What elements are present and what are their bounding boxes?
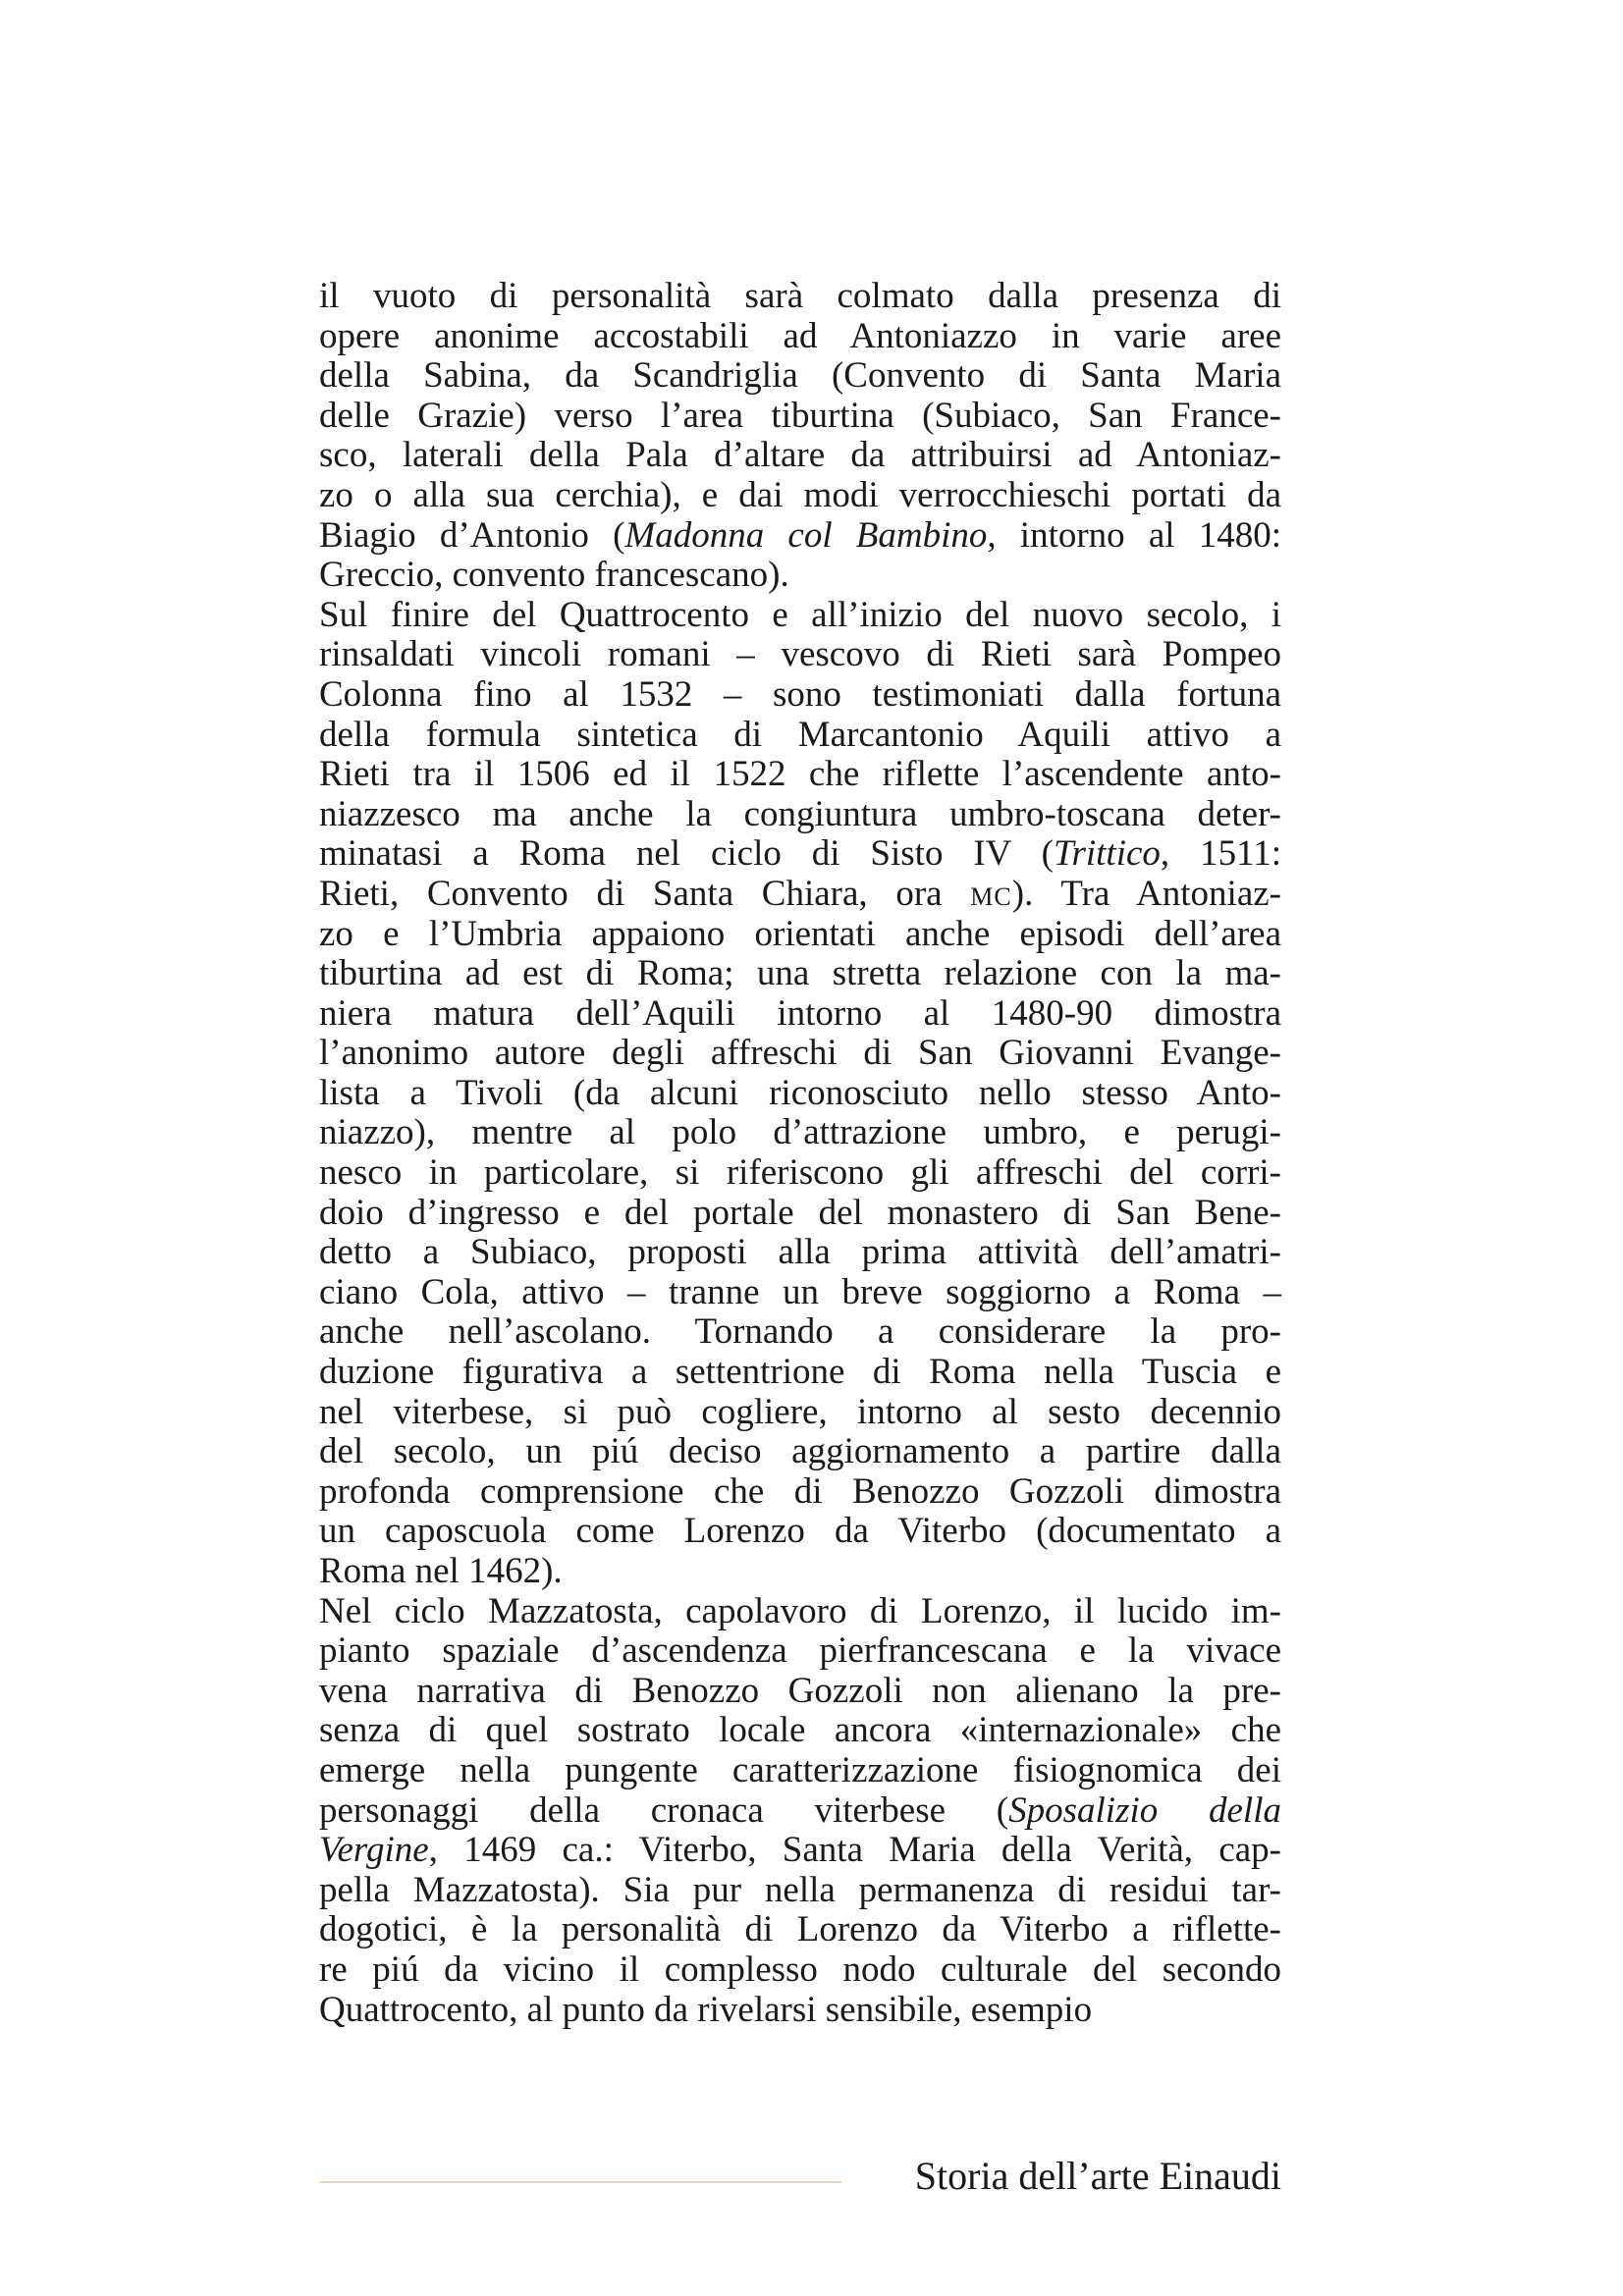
text-line: della formula sintetica di Marcantonio Aquili attivo a: [319, 714, 1281, 755]
text-line: Biagio d’Antonio (Madonna col Bambino, intorno al 1480:: [319, 514, 1281, 556]
text-line: Rieti tra il 1506 ed il 1522 che riflette l’ascendente anto-: [319, 754, 1281, 795]
text-line: Quattrocento, al punto da rivelarsi sensibile, esempio: [319, 1989, 1093, 2030]
text-line: detto a Subiaco, proposti alla prima attività dell’amatri-: [319, 1232, 1281, 1273]
text-line: re piú da vicino il complesso nodo culturale del secondo: [319, 1949, 1281, 1990]
text-line: niazzo), mentre al polo d’attrazione umbro, e perugi-: [319, 1112, 1281, 1153]
text-line: duzione figurativa a settentrione di Roma nella Tuscia e: [319, 1352, 1281, 1393]
text-line: pianto spaziale d’ascendenza pierfrancescana e la vivace: [319, 1630, 1281, 1672]
italic-title: Trittico: [1053, 833, 1161, 875]
text-line: ciano Cola, attivo – tranne un breve soggiorno a Roma –: [319, 1271, 1281, 1312]
text-line: zo e l’Umbria appaiono orientati anche episodi dell’area: [319, 913, 1281, 954]
text-line: l’anonimo autore degli affreschi di San Giovanni Evange-: [319, 1033, 1281, 1074]
text-line: anche nell’ascolano. Tornando a considerare la pro-: [319, 1311, 1281, 1353]
paragraph: [319, 1592, 1281, 2031]
text-line: sco, laterali della Pala d’altare da attribuirsi ad Antoniaz-: [319, 435, 1281, 476]
text-line: emerge nella pungente caratterizzazione fisiognomica dei: [319, 1749, 1281, 1790]
text-line: minatasi a Roma nel ciclo di Sisto IV (Trittico, 1511:: [319, 833, 1281, 875]
text-line: Sul finire del Quattrocento e all’inizio del nuovo secolo, i: [319, 594, 1281, 635]
text-line: zo o alla sua cerchia), e dai modi verrocchieschi portati da: [319, 474, 1281, 515]
text-line: pella Mazzatosta). Sia pur nella permanenza di residui tar-: [319, 1869, 1281, 1910]
text-line: tiburtina ad est di Roma; una stretta relazione con la ma-: [319, 953, 1281, 994]
text-line: il vuoto di personalità sarà colmato dalla presenza di: [319, 276, 1281, 316]
italic-title: Madonna col Bambino: [624, 514, 988, 556]
text-line: doio d’ingresso e del portale del monastero di San Bene-: [319, 1192, 1281, 1233]
text-line: rinsaldati vincoli romani – vescovo di Rieti sarà Pompeo: [319, 634, 1281, 675]
italic-title: Sposalizio della: [1008, 1789, 1281, 1831]
italic-title: Vergine: [319, 1830, 429, 1871]
footer-rule: [319, 2181, 841, 2183]
text-line: Nel ciclo Mazzatosta, capolavoro di Lorenzo, il lucido im-: [319, 1590, 1281, 1631]
text-line: profonda comprensione che di Benozzo Gozzoli dimostra: [319, 1470, 1281, 1512]
text-line: nel viterbese, si può cogliere, intorno al sesto decennio: [319, 1391, 1281, 1432]
text-line: nesco in particolare, si riferiscono gli affreschi del corri-: [319, 1152, 1281, 1194]
text-line: Colonna fino al 1532 – sono testimoniati dalla fortuna: [319, 673, 1281, 715]
text-line: senza di quel sostrato locale ancora «internazionale» che: [319, 1710, 1281, 1751]
text-line: Rieti, Convento di Santa Chiara, ora mc). Tra Antoniaz-: [319, 873, 1281, 914]
text-line: opere anonime accostabili ad Antoniazzo in varie aree: [319, 315, 1281, 356]
text-line: del secolo, un piú deciso aggiornamento a partire dalla: [319, 1431, 1281, 1472]
text-line: personaggi della cronaca viterbese (Sposalizio della: [319, 1789, 1281, 1831]
text-line: vena narrativa di Benozzo Gozzoli non alienano la pre-: [319, 1670, 1281, 1711]
text-line: Roma nel 1462).: [319, 1551, 563, 1591]
text-line: niera matura dell’Aquili intorno al 1480-90 dimostra: [319, 992, 1281, 1034]
text-line: Vergine, 1469 ca.: Viterbo, Santa Maria della Verità, cap-: [319, 1830, 1281, 1871]
text-line: niazzesco ma anche la congiuntura umbro-toscana deter-: [319, 793, 1281, 834]
text-line: della Sabina, da Scandriglia (Convento di Santa Maria: [319, 355, 1281, 397]
text-line: lista a Tivoli (da alcuni riconosciuto nello stesso Anto-: [319, 1072, 1281, 1113]
text-line: delle Grazie) verso l’area tiburtina (Subiaco, San France-: [319, 395, 1281, 436]
smallcaps-abbrev: mc: [970, 873, 1012, 914]
paragraph: [319, 277, 1281, 596]
body-text: [319, 277, 1281, 2030]
paragraph: [319, 596, 1281, 1592]
text-line: Greccio, convento francescano).: [319, 555, 789, 596]
text-line: un caposcuola come Lorenzo da Viterbo (documentato a: [319, 1511, 1281, 1552]
text-line: dogotici, è la personalità di Lorenzo da Viterbo a riflette-: [319, 1909, 1281, 1950]
footer-title: Storia dell’arte Einaudi: [914, 2154, 1281, 2198]
